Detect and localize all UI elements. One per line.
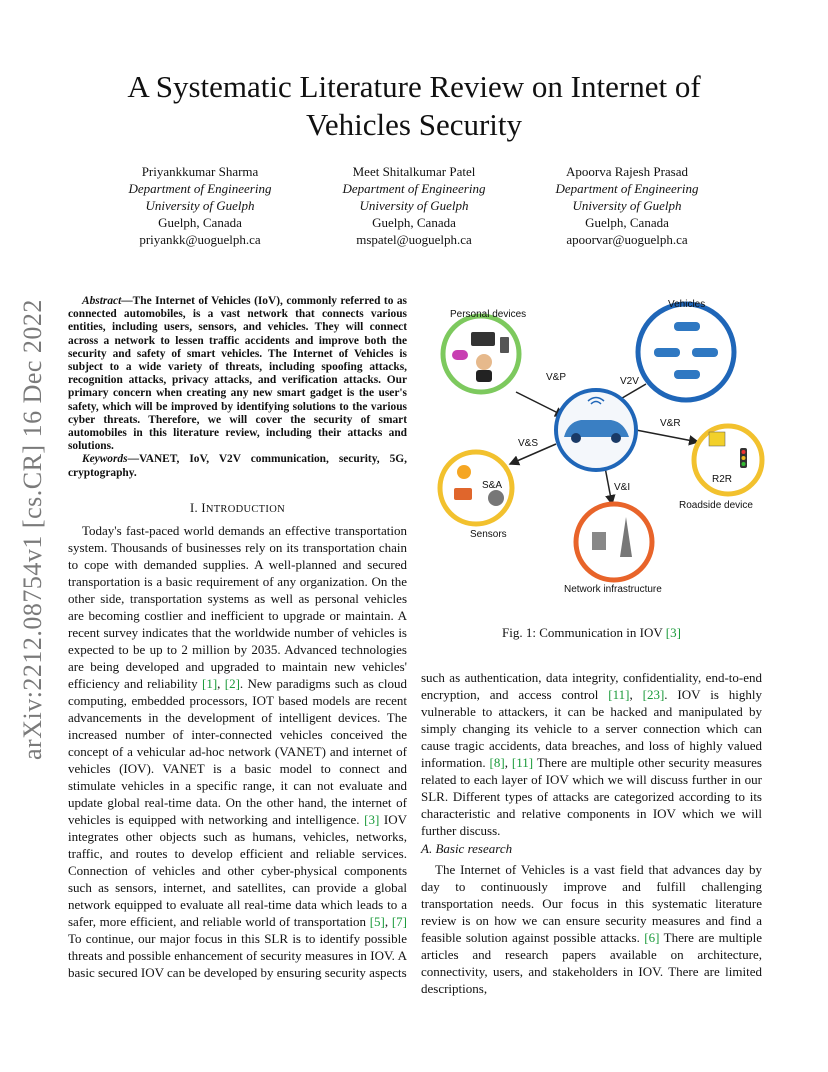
personal-devices-label: Personal devices: [450, 309, 527, 320]
author-location: Guelph, Canada: [585, 215, 669, 230]
abstract-label: Abstract: [82, 295, 122, 307]
vs-label: V&S: [518, 438, 539, 449]
citation-link[interactable]: [3]: [364, 812, 380, 827]
caption-text: Fig. 1: Communication in IOV: [502, 625, 666, 640]
keywords-label: Keywords: [82, 453, 128, 466]
citation-link[interactable]: [5]: [369, 914, 385, 929]
col2-text-3: There are multiple other security measures related to each layer of IOV which we will discuss further in our SLR. Different types of attacks are categorized according to its characteristic and relative components in IOV which we will further discuss.: [421, 755, 762, 838]
keywords-text: —VANET, IoV, V2V communication, security, 5G, cryptography.: [68, 453, 407, 479]
citation-link[interactable]: [3]: [665, 625, 681, 640]
intro-text-2: . New paradigms such as cloud computing, embedded processors, IOT based models are recent advancements in the development of intelligent devices. The increased number of inter-connected vehicles conceived the concept of a vehicular ad-hoc network (VANET) and internet of vehicles (IOV). VANET is a basic model to connect and stimulate vehicles in a specific range, it can not evaluate and update global real-time data. On the other hand, the internet of vehicles is equipped with networking and intelligence.: [68, 676, 407, 827]
network-infrastructure-node: [576, 504, 652, 580]
col2-text-2: . IOV is highly vulnerable to attackers, it can be hacked and manipulated by simply changing its vehicle to a server connection which can cause tragic accidents, data breaches, and loss of highly valued information.: [421, 687, 763, 770]
sa-label: S&A: [482, 480, 503, 491]
arxiv-stamp: arXiv:2212.08754v1 [cs.CR] 16 Dec 2022: [18, 299, 47, 760]
gear-icon: [457, 465, 471, 479]
vr-label: V&R: [660, 418, 681, 429]
author-email: mspatel@uoguelph.ca: [356, 232, 472, 247]
author-name: Priyankkumar Sharma: [141, 164, 259, 179]
citation-link[interactable]: [8]: [489, 755, 505, 770]
vp-label: V&P: [546, 372, 567, 383]
figure-caption: [421, 625, 762, 641]
citation-link[interactable]: [1]: [202, 676, 218, 691]
roadside-device-label: Roadside device: [679, 500, 753, 511]
central-vehicle-node: [556, 390, 636, 470]
intro-paragraph: [68, 522, 407, 981]
citation-link[interactable]: [7]: [391, 914, 408, 929]
vehicles-node: [638, 304, 734, 400]
author-univ: University of Guelph: [359, 198, 469, 213]
author-email: priyankk@uoguelph.ca: [139, 232, 261, 247]
author-dept: Department of Engineering: [342, 181, 486, 196]
author-univ: University of Guelph: [572, 198, 682, 213]
vi-label: V&I: [614, 482, 631, 493]
abstract: [68, 295, 407, 480]
section-rest: NTRODUCTION: [205, 504, 285, 515]
person-icon: [476, 354, 492, 370]
section-numeral: I.: [190, 501, 202, 515]
citation-link[interactable]: [2]: [224, 676, 240, 691]
author-name: Meet Shitalkumar Patel: [352, 164, 476, 179]
title-line-2: Vehicles Security: [305, 107, 523, 142]
traffic-sign-icon: [709, 432, 725, 446]
intro-sep: ,: [217, 676, 225, 691]
citation-link[interactable]: [11]: [608, 687, 630, 702]
col2-sep: ,: [504, 755, 512, 770]
col2-paragraph: [421, 669, 762, 839]
author-dept: Department of Engineering: [555, 181, 699, 196]
network-infrastructure-label: Network infrastructure: [564, 584, 662, 595]
author-email: apoorvar@uoguelph.ca: [566, 232, 688, 247]
iov-communication-figure: [436, 292, 766, 602]
author-1: [85, 163, 315, 248]
author-3: [512, 163, 742, 248]
wearable-icon: [452, 350, 468, 360]
section-heading-introduction: [68, 501, 407, 516]
personal-devices-node: [443, 316, 519, 392]
col2-text-1: such as authentication, data integrity, confidentiality, end-to-end encryption, and access control: [421, 670, 762, 702]
author-dept: Department of Engineering: [128, 181, 272, 196]
tablet-icon: [471, 332, 495, 346]
subsection-heading-basic-research: A. Basic research: [421, 841, 513, 856]
phone-icon: [500, 337, 509, 353]
abstract-text: —The Internet of Vehicles (IoV), commonly referred to as connected automobiles, is a vast network that connects various entities, including users, sensors, and vehicles. They will connect across a network to lessen traffic accidents and improve both the security and safety of smart vehicles. The Internet of Vehicles is subject to a wide variety of threats, including spoofing attacks, recognition attacks, privacy attacks, and verification attacks. Our primary concern when creating any new smart gadget is the user's safety, which will be improved by identifying solutions to the various cyber threats. Therefore, we will cover the security of smart automobiles in this literature review, including their attacks and solutions.: [68, 295, 407, 453]
basic-research-paragraph: [421, 861, 762, 997]
sensor-icon: [454, 488, 472, 500]
author-location: Guelph, Canada: [158, 215, 242, 230]
server-icon: [592, 532, 606, 550]
vehicles-label: Vehicles: [668, 299, 706, 310]
basic-text-1: The Internet of Vehicles is a vast field that advances day by day to continuously improve and fulfill challenging transportation needs. Our focus in this systematic literature review is on how we can ensure security measures and find a feasible solution against possible attacks.: [421, 862, 762, 945]
gauge-icon: [488, 490, 504, 506]
title-line-1: A Systematic Literature Review on Internet of: [127, 69, 701, 104]
intro-sep: ,: [384, 914, 392, 929]
section-initial: I: [201, 501, 206, 515]
v2v-label: V2V: [620, 376, 639, 387]
citation-link[interactable]: [23]: [642, 687, 665, 702]
paper-title: [60, 68, 768, 144]
intro-text-4: To continue, our major focus in this SLR is to identify possible threats and possible enhancement of security measures in IOV. A basic secured IOV can be developed by ensuring security aspects: [68, 931, 407, 980]
r2r-label: R2R: [712, 474, 733, 485]
citation-link[interactable]: [11]: [511, 755, 534, 770]
author-name: Apoorva Rajesh Prasad: [565, 164, 689, 179]
author-location: Guelph, Canada: [372, 215, 456, 230]
author-univ: University of Guelph: [145, 198, 255, 213]
intro-text-3: IOV integrates other objects such as humans, vehicles, networks, traffic, and routes to develop efficient and reliable services. Connection of vehicles and other cyber-physical components such as sensors, internet, and satellites, can provide a global network equipped to evaluate all real-time data which leads to a safer, more efficient, and reliable world of transportation: [68, 812, 407, 929]
col2-sep: ,: [629, 687, 643, 702]
intro-text-1: Today's fast-paced world demands an effective transportation system. Thousands of businesses rely on its transportation chain to cope with demanded supplies. A well-planned and secured transportation is a basic requirement of any organization. On the other side, transportation systems as well as personal vehicles are becoming costlier and inefficient to upgrade or maintain. A recent survey indicates that the worldwide number of vehicles is expected to be up to 2 million by 2035. Advanced technologies are being developed and upgraded to maintain new vehicles' efficiency and reliability: [68, 523, 407, 691]
author-2: [299, 163, 529, 248]
sensors-label: Sensors: [470, 529, 507, 540]
basic-text-2: There are multiple articles and research papers available on architecture, connectivity, users, and stakeholders in IOV. There are limited descriptions,: [421, 930, 763, 996]
citation-link[interactable]: [6]: [644, 930, 660, 945]
